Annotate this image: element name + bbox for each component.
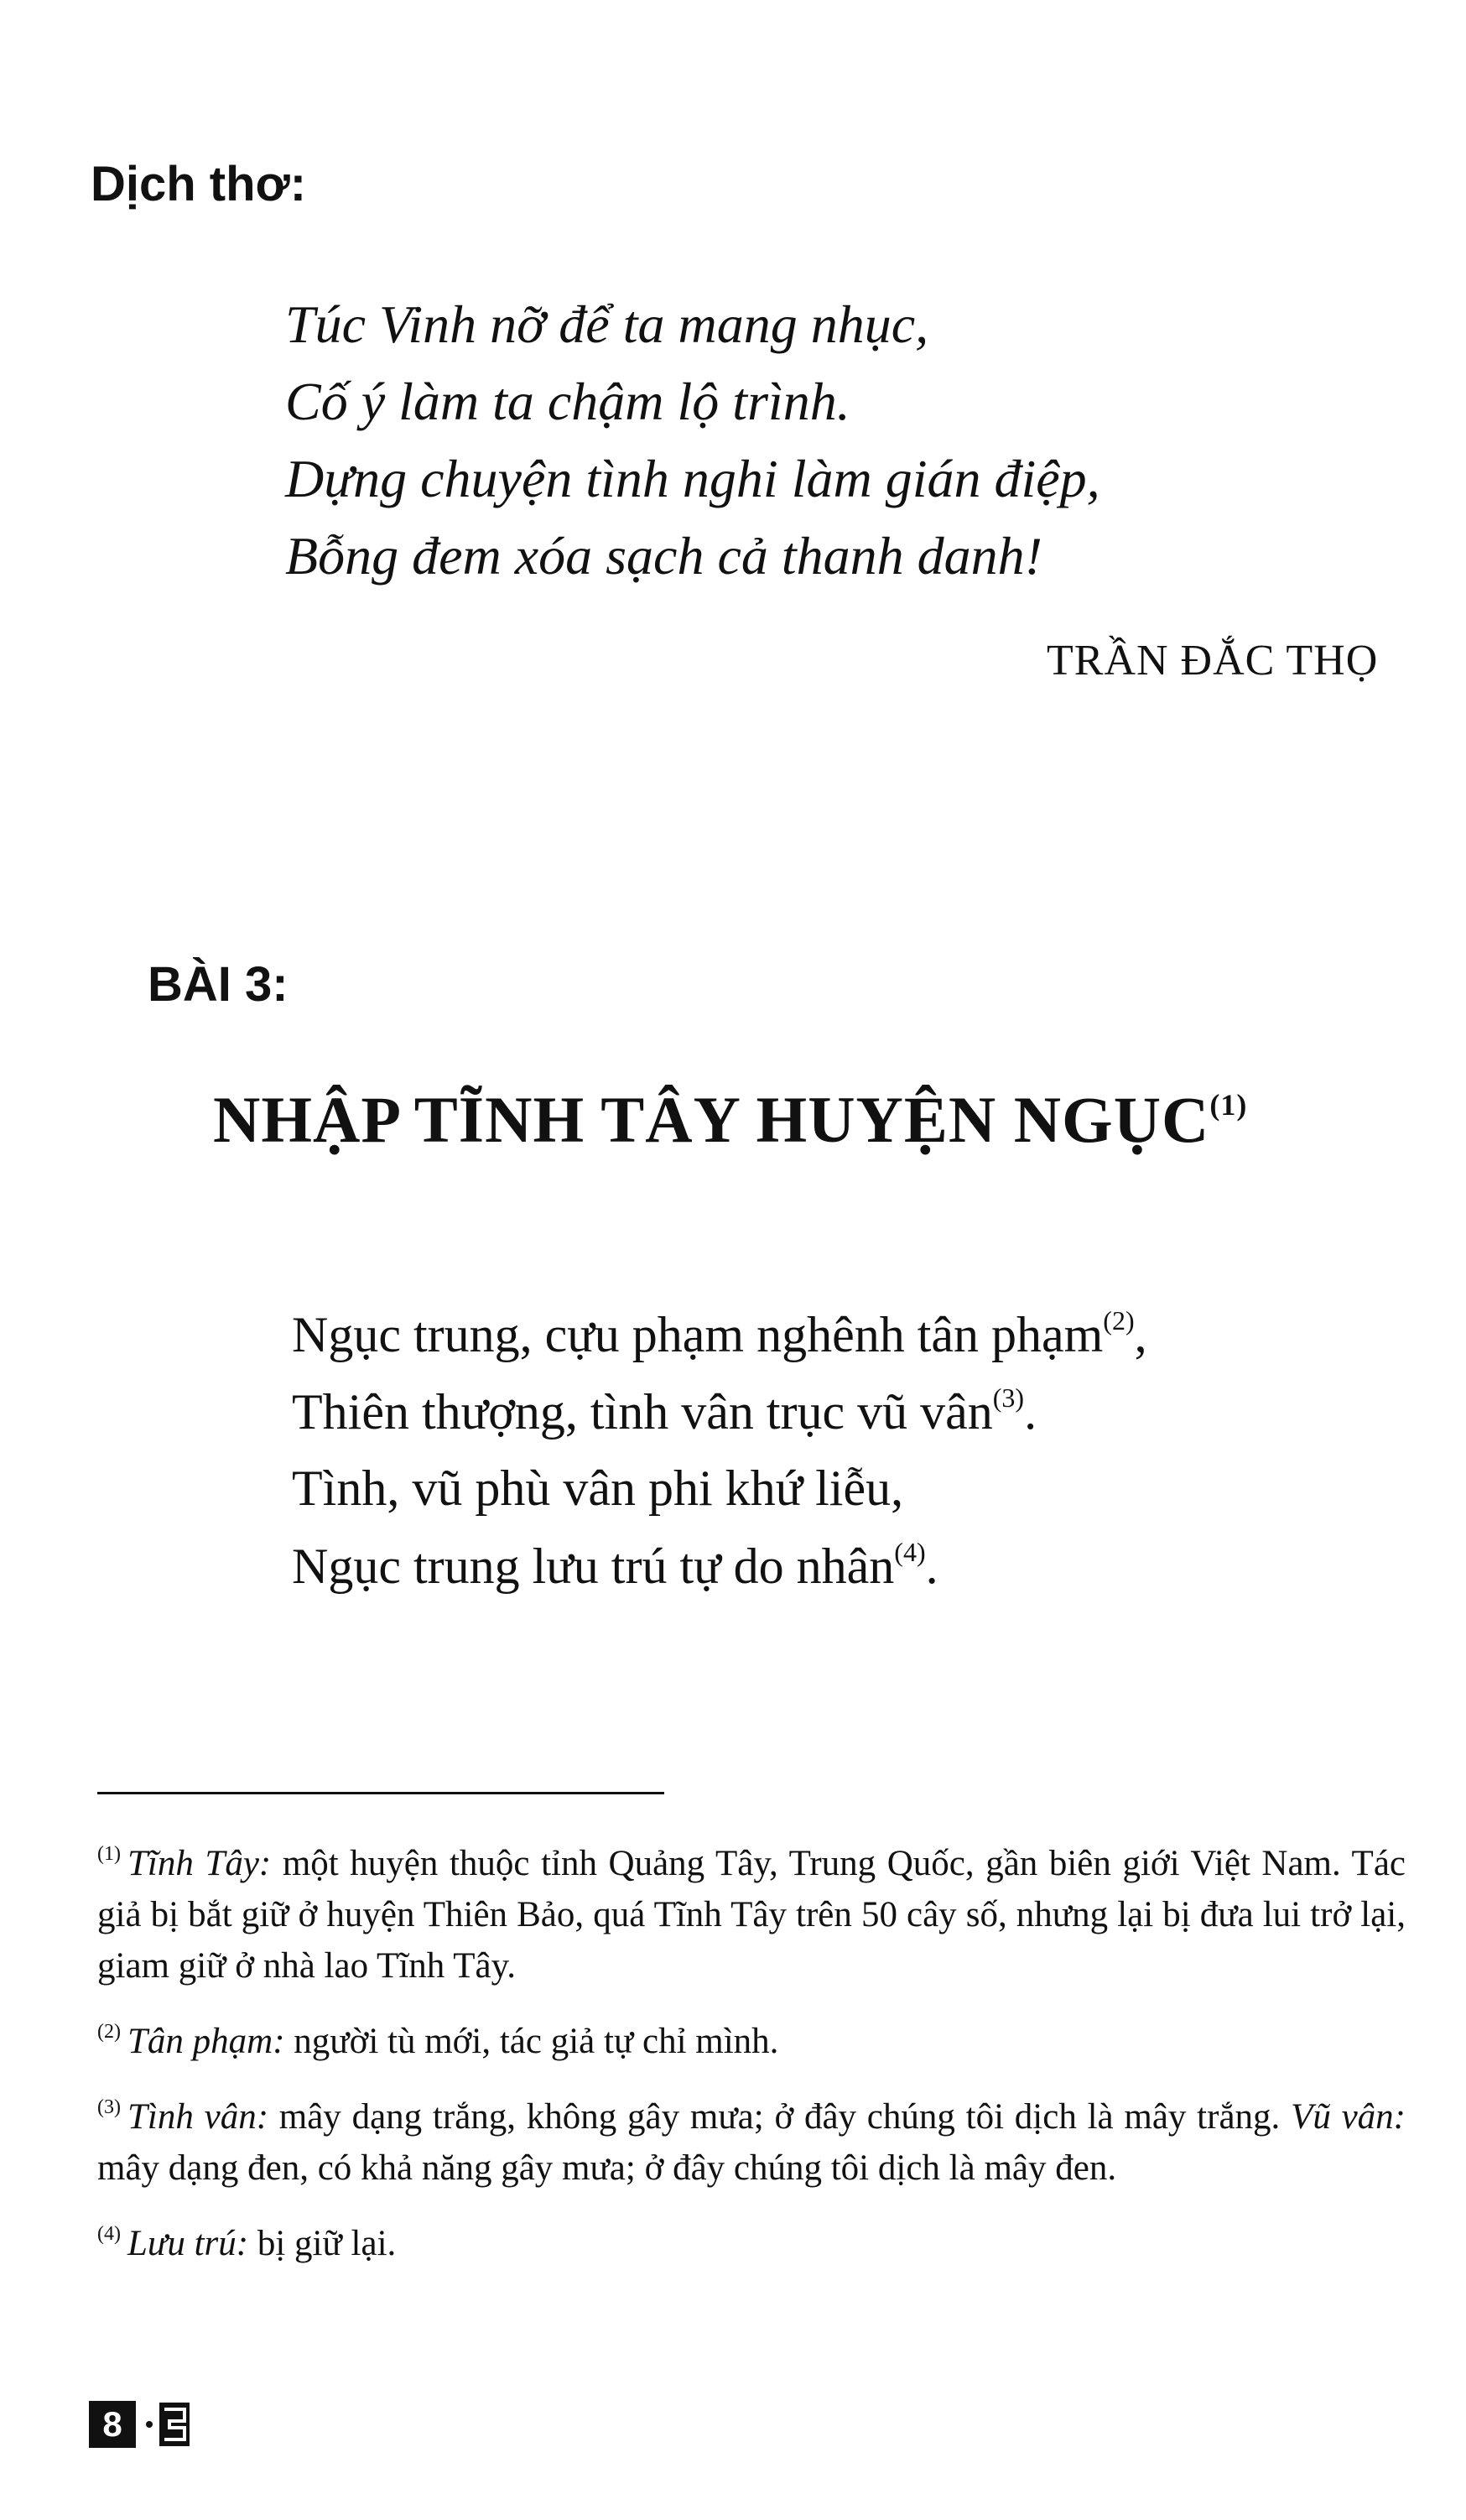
translation-line-4: Bỗng đem xóa sạch cả thanh danh! — [285, 526, 1042, 586]
footnote-2 — [97, 2007, 1406, 2067]
poem-line-4 — [292, 1537, 938, 1596]
footnote-3 — [97, 2082, 1406, 2194]
translation-line-3: Dựng chuyện tình nghi làm gián điệp, — [285, 449, 1100, 508]
translation-line-1: Túc Vinh nỡ để ta mang nhục, — [285, 294, 929, 354]
translation-line-2: Cố ý làm ta chậm lộ trình. — [285, 372, 850, 431]
footnote-1 — [97, 1829, 1406, 1992]
translator-name: TRẦN ĐẮC THỌ — [1047, 637, 1379, 685]
poem-number-label: BÀI 3: — [148, 957, 289, 1012]
line-end-punct: . — [925, 1539, 938, 1594]
footnote-text: người tù mới, tác giả tự chỉ mình. — [284, 2022, 779, 2061]
note-mark: (3) — [992, 1382, 1025, 1413]
poem-line-1 — [292, 1305, 1147, 1364]
note-mark: (2) — [1103, 1305, 1135, 1335]
footnote-term: Tĩnh Tây: — [127, 1844, 272, 1883]
poem-line-3 — [292, 1460, 903, 1518]
footnote-text: một huyện thuộc tỉnh Quảng Tây, Trung Quốc, gần biên giới Việt Nam. Tác giả bị bắt giữ ở huyện Thiên Bảo, quá Tĩnh Tây trên 50 cây số, nhưng lại bị đưa lui trở lại, giam giữ ở nhà lao Tĩnh Tây. — [97, 1844, 1406, 1986]
footnote-text: bị giữ lại. — [248, 2224, 397, 2263]
poem-line-2 — [292, 1382, 1037, 1441]
footnote-term: Lưu trú: — [127, 2224, 249, 2263]
poem-line-text: Thiên thượng, tình vân trục vũ vân — [292, 1384, 993, 1440]
footnote-mark: (4) — [97, 2223, 121, 2245]
poem-line-text: Ngục trung, cựu phạm nghênh tân phạm — [292, 1307, 1104, 1362]
poem-title-text: NHẬP TĨNH TÂY HUYỆN NGỤC — [213, 1083, 1210, 1156]
footnote-mark: (3) — [97, 2096, 121, 2118]
footnote-divider — [97, 1792, 664, 1794]
note-mark: (4) — [894, 1537, 926, 1567]
page-number: 8 — [89, 2401, 136, 2448]
footnote-text: mây dạng trắng, không gây mưa; ở đây chúng tôi dịch là mây trắng. — [268, 2097, 1292, 2137]
footnote-text-2: mây dạng đen, có khả năng gây mưa; ở đây chúng tôi dịch là mây đen. — [97, 2148, 1117, 2188]
page-ornament-icon — [143, 2401, 193, 2448]
footnote-term: Tình vân: — [127, 2097, 269, 2137]
poem-title-note-mark: (1) — [1209, 1088, 1248, 1122]
line-end-punct: , — [1134, 1307, 1147, 1362]
translation-heading: Dịch thơ: — [91, 157, 307, 211]
footnote-term: Tân phạm: — [127, 2022, 285, 2061]
poem-title — [213, 1082, 1247, 1158]
poem-line-text: Tình, vũ phù vân phi khứ liễu, — [292, 1460, 904, 1516]
footnote-mark: (2) — [97, 2021, 121, 2043]
line-end-punct: . — [1024, 1384, 1037, 1440]
footnote-term-2: Vũ vân: — [1291, 2097, 1406, 2137]
footnote-mark: (1) — [97, 1843, 121, 1865]
footnotes — [97, 1829, 1406, 2284]
poem-line-text: Ngục trung lưu trú tự do nhân — [292, 1539, 895, 1594]
footnote-4 — [97, 2209, 1406, 2269]
